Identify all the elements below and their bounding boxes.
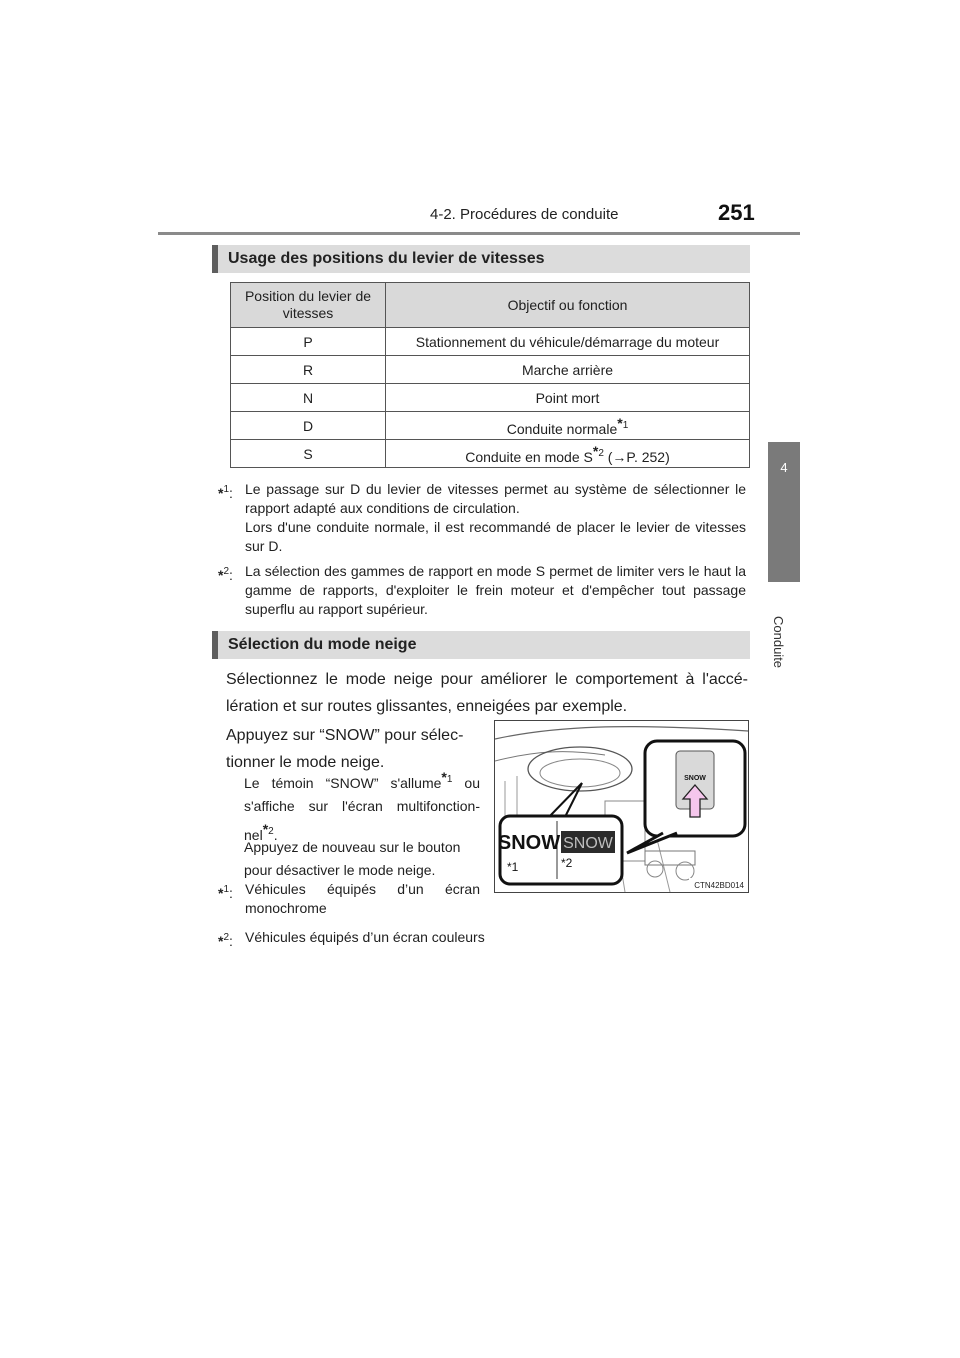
gear-function: Marche arrière xyxy=(386,356,750,384)
section-heading-snow-mode: Sélection du mode neige xyxy=(212,631,750,659)
gear-position: D xyxy=(231,412,386,440)
table-row xyxy=(231,328,750,356)
snow-mono-label: SNOW xyxy=(497,832,561,854)
table-row xyxy=(231,440,750,468)
table-header-position: Position du levier de vitesses xyxy=(231,283,386,328)
snow-deactivate-note: Appuyez de nouveau sur le bouton pour désactiver le mode neige. xyxy=(244,839,461,878)
chapter-tab-number: 4 xyxy=(780,460,788,475)
gear-function: Stationnement du véhicule/démarrage du moteur xyxy=(386,328,750,356)
chapter-tab-label: Conduite xyxy=(771,616,786,669)
snow-button-label: SNOW xyxy=(684,775,706,782)
footnote-1: *$^1$: Le passage sur D du levier de vitesses permet au système de sélectionner le rapport adapté aux conditions de circulation. Lors d'une conduite normale, il est recommandé de placer le levier de vitesses sur D. xyxy=(218,481,746,554)
snow-color-label: SNOW xyxy=(563,835,613,852)
table-row xyxy=(231,412,750,440)
gear-function: Point mort xyxy=(386,384,750,412)
gear-function: Conduite normale$^{*1}$ xyxy=(386,412,750,440)
figure-mark-1: *1 xyxy=(507,860,519,874)
gear-function: Conduite en mode $S^{*2}$ (→P. 252) xyxy=(386,440,750,468)
snow-indicator-note: Le témoin “SNOW” s'allume$^{*1}$ ou s'affiche sur l'écran multifonction-nel$^{*2}$. xyxy=(244,769,480,843)
snow-button-illustration xyxy=(494,720,749,893)
table-header-function: Objectif ou fonction xyxy=(386,283,750,328)
snow-mode-intro: Sélectionnez le mode neige pour améliorer le comportement à l'accé-lération et sur routes glissantes, enneigées par exemple. xyxy=(226,671,748,715)
page-number: 251 xyxy=(718,200,755,225)
gear-position: P xyxy=(231,328,386,356)
header-section-title: 4-2. Procédures de conduite xyxy=(430,206,619,223)
snow-footnote-1: *$^1$: Véhicules équipés d’un écran monochrome xyxy=(218,881,480,916)
gear-position: N xyxy=(231,384,386,412)
header-rule xyxy=(158,232,800,235)
snow-mode-instruction: Appuyez sur “SNOW” pour sélec-tionner le mode neige. xyxy=(226,727,464,771)
gear-position: R xyxy=(231,356,386,384)
figure-mark-2: *2 xyxy=(561,856,573,870)
table-row xyxy=(231,384,750,412)
figure-code: CTN42BD014 xyxy=(694,881,744,890)
gear-position: S xyxy=(231,440,386,468)
dashboard-drawing xyxy=(495,721,748,892)
gear-position-table xyxy=(230,282,750,468)
snow-footnote-2: *$^2$: Véhicules équipés d’un écran couleurs xyxy=(218,929,485,949)
section-heading-gear-positions: Usage des positions du levier de vitesses xyxy=(212,245,750,273)
footnote-2: *$^2$: La sélection des gammes de rapport en mode S permet de limiter vers le haut la gamme de rapports, d'exploiter le frein moteur et d'empêcher tout passage superflu au rapport supérieur. xyxy=(218,563,746,617)
table-row xyxy=(231,356,750,384)
